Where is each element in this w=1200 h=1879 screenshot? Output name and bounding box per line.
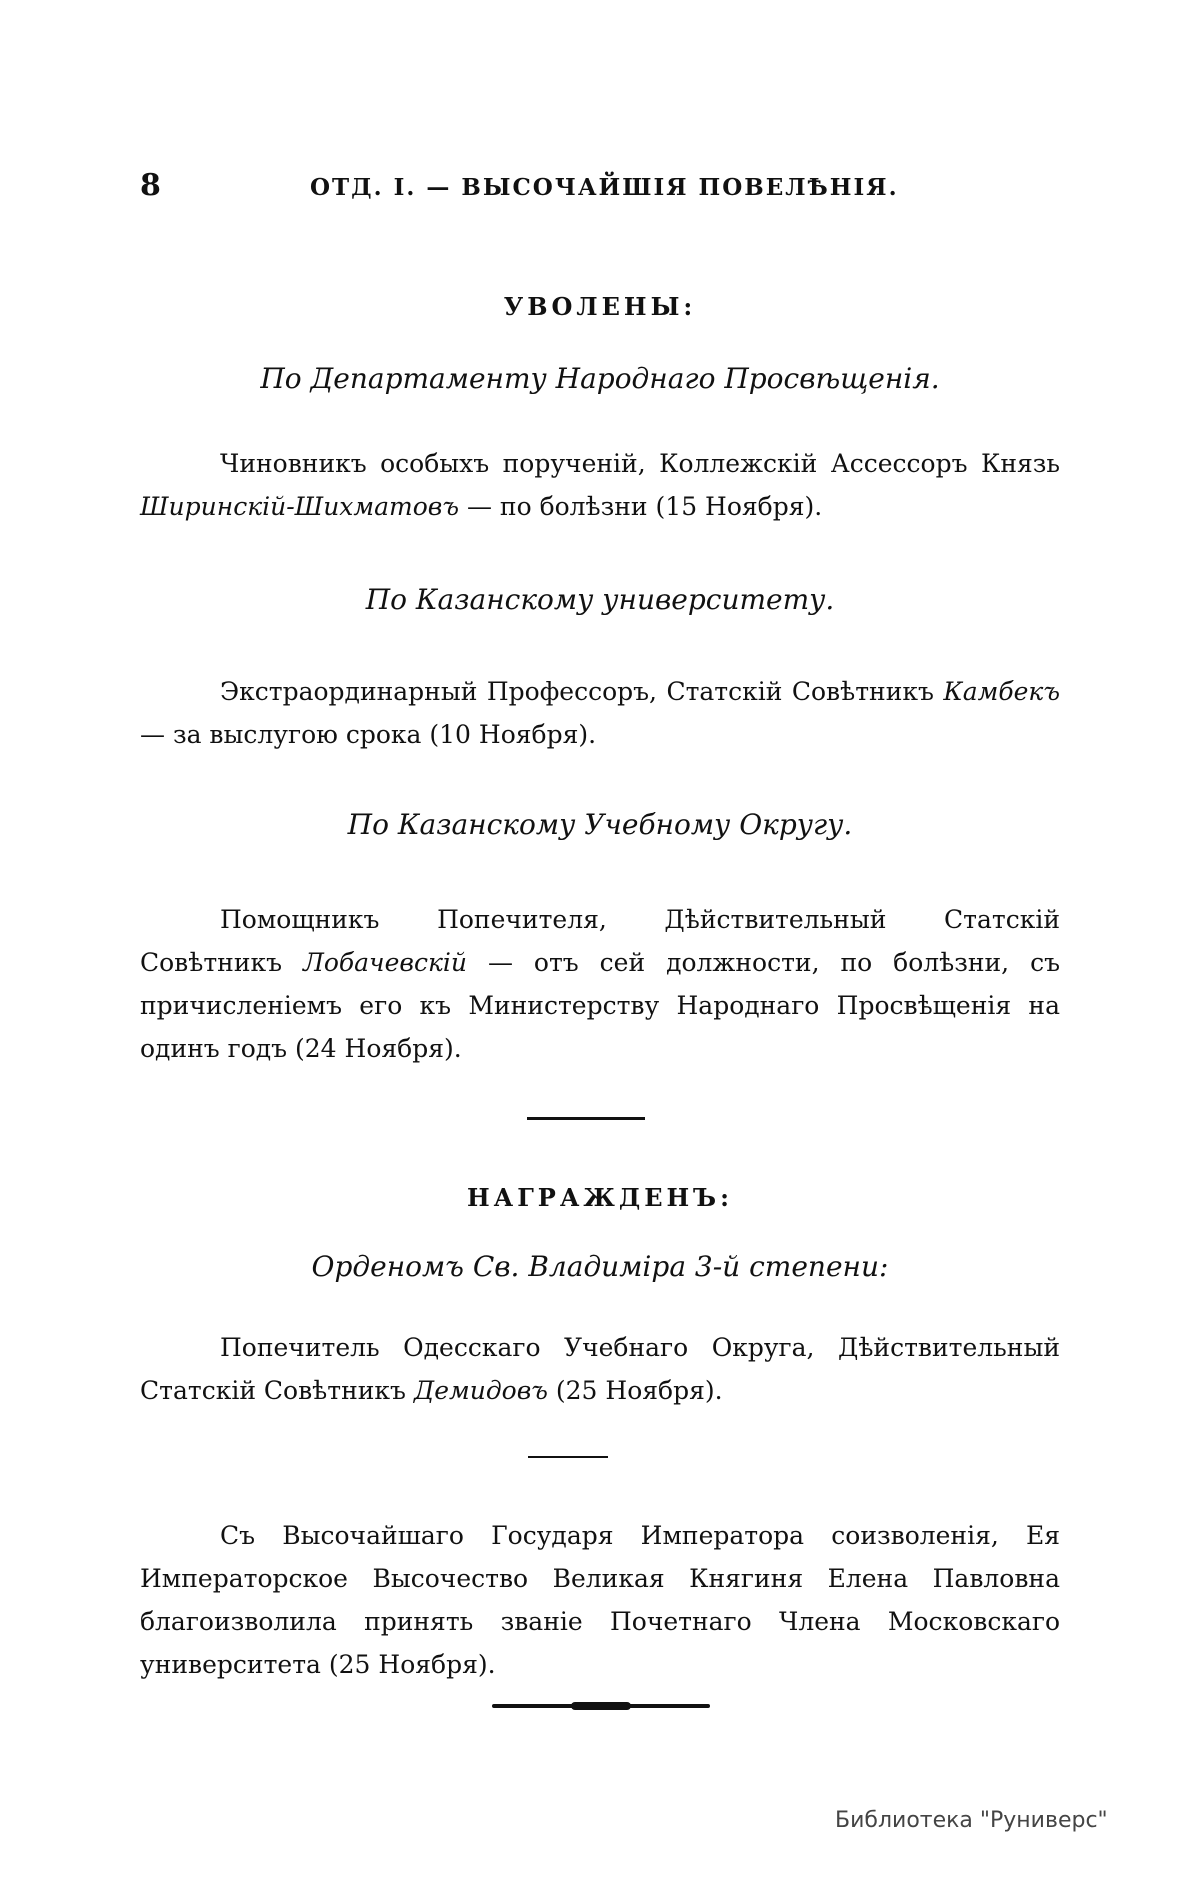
entry-text: — за выслугою срока (10 Ноября).: [140, 720, 597, 749]
person-name: Камбекъ: [943, 677, 1060, 706]
subhead-kazan-district: По Казанскому Учебному Округу.: [347, 808, 853, 841]
page-header: [140, 168, 1060, 208]
entry-text: Экстраординарный Профессоръ, Статскій Совѣтникъ: [220, 677, 944, 706]
page-number: 8: [140, 168, 161, 203]
running-head: ОТД. I. — ВЫСОЧАЙШІЯ ПОВЕЛѢНІЯ.: [310, 174, 899, 201]
section-heading-dismissed: УВОЛЕНЫ:: [503, 292, 697, 321]
entry-text: Попечитель Одесскаго Учебнаго Округа, Дѣйствительный Статскій Совѣтникъ: [140, 1333, 1060, 1405]
entry-demidov: [140, 1326, 1060, 1412]
entry-text: — по болѣзни (15 Ноября).: [459, 492, 823, 521]
person-name: Ширинскій-Шихматовъ: [140, 492, 460, 521]
entry-text: — отъ сей должности, по болѣзни, съ причисленіемъ его къ Министерству Народнаго Просвѣщенія на одинъ годъ (24 Ноября).: [140, 948, 1060, 1063]
person-name: Демидовъ: [413, 1376, 548, 1405]
entry-text: Чиновникъ особыхъ порученій, Коллежскій Ассессоръ Князь: [220, 449, 1060, 478]
subhead-order: Орденомъ Св. Владиміра 3-й степени:: [311, 1250, 889, 1283]
subhead-department: По Департаменту Народнаго Просвѣщенія.: [260, 362, 940, 395]
divider-rule: [527, 1117, 645, 1120]
entry-kambek: [140, 670, 1060, 756]
ornament-center: [571, 1702, 631, 1710]
divider-rule-short: [528, 1456, 608, 1458]
entry-text: Помощникъ Попечителя, Дѣйствительный Статскій Совѣтникъ: [140, 905, 1060, 977]
entry-shirinsky: [140, 442, 1060, 528]
section-heading-awarded: НАГРАЖДЕНЪ:: [467, 1183, 733, 1212]
entry-text: (25 Ноября).: [547, 1376, 723, 1405]
subhead-kazan-university: По Казанскому университету.: [365, 583, 835, 616]
person-name: Лобачевскій: [302, 948, 467, 977]
entry-closing: Съ Высочайшаго Государя Императора соизволенія, Ея Императорское Высочество Великая Княгиня Елена Павловна благоизволила принять званіе Почетнаго Члена Московскаго университета (25 Ноября).: [140, 1521, 1060, 1679]
entry-lobachevsky: [140, 898, 1060, 1070]
library-watermark: Библиотека "Руниверс": [835, 1808, 1108, 1833]
